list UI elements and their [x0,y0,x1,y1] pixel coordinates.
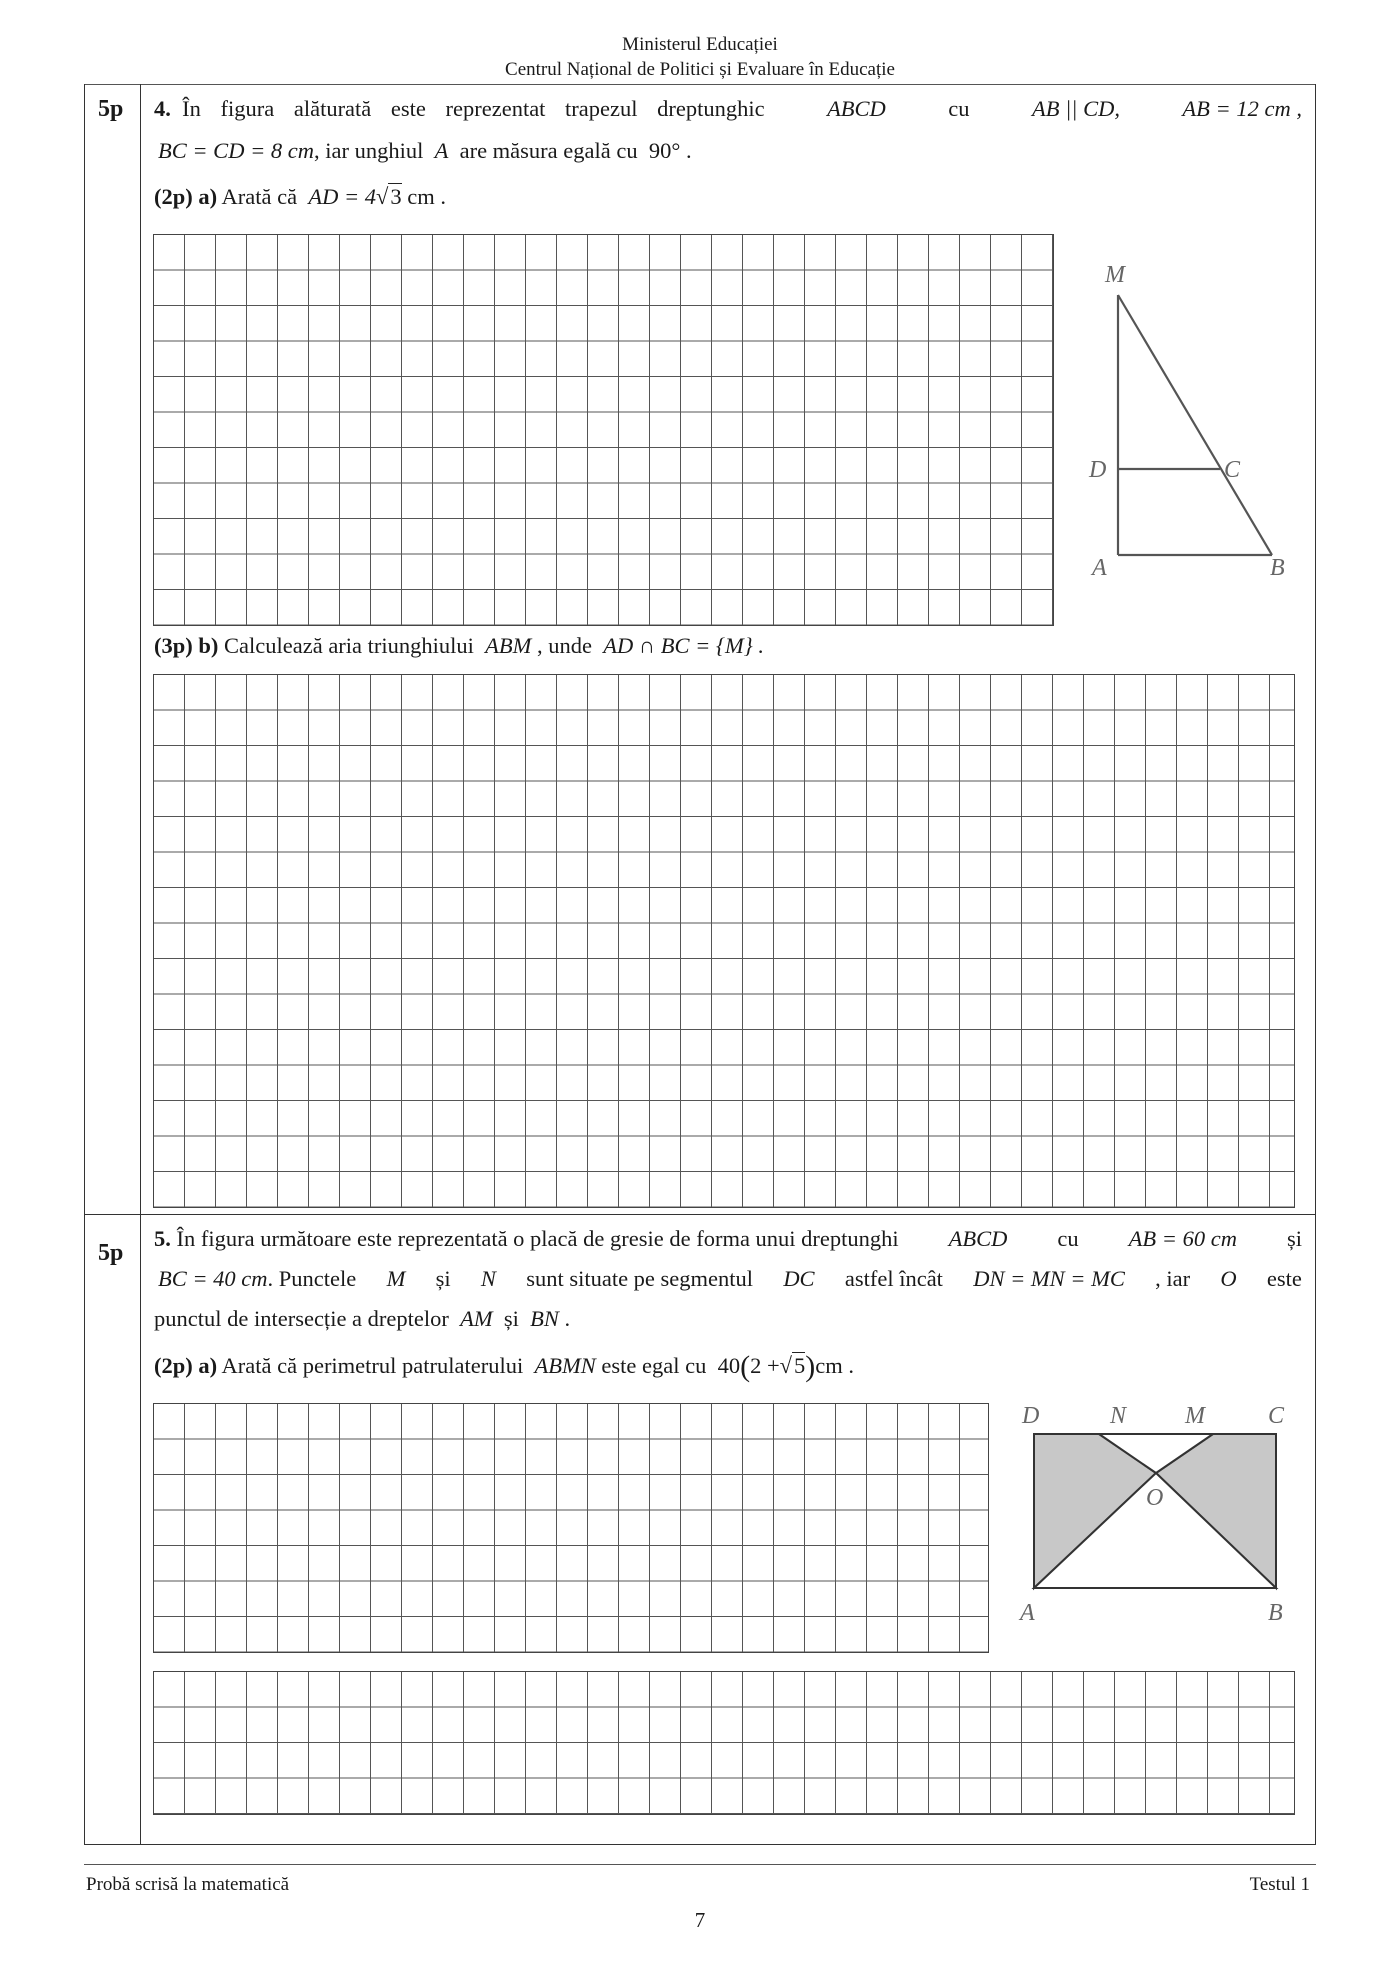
problem5-bn: BN [530,1306,559,1331]
problem4-intro: În figura alăturată este reprezentat trapezul dreptunghic [182,96,765,121]
problem5-t2: sunt situate pe segmentul [526,1266,754,1291]
problem5-statement-line2 [158,1266,1302,1292]
problem4-parallel: AB || CD, [1031,96,1120,121]
problem5-dc: DC [783,1266,815,1291]
figure5-label-a: A [1020,1600,1035,1626]
problem4-b-mid: , unde [537,633,593,658]
problem5-a-text: Arată că perimetrul patrulaterului [221,1353,524,1378]
problem4-b-text: Calculează aria triunghiului [224,633,474,658]
problem5-a-unit: cm . [815,1353,855,1378]
problem4-a-math: AD = 4 [308,184,377,209]
problem4-degrees: 90° . [648,138,692,163]
problem4-part-b [154,633,764,659]
problem4-statement-line2 [158,138,692,164]
problem5-bc: BC = 40 cm [158,1266,268,1291]
problem4-b-triangle: ABM [485,633,532,658]
problem5-l3-text: punctul de intersecție a dreptelor [154,1306,449,1331]
problem4-angle-text: , iar unghiul [313,138,424,163]
page-number: 7 [694,1908,706,1932]
problem5-t3: astfel încât [844,1266,943,1291]
problem4-b-score: (3p) [154,633,193,658]
problem4-a-unit: cm . [407,184,447,209]
problem5-si2: și [435,1266,451,1291]
figure5-label-n: N [1110,1403,1127,1429]
figure4-label-m: M [1105,262,1125,288]
figure5-label-c: C [1268,1403,1285,1429]
problem5-statement-line3 [154,1306,570,1332]
problem4-ab: AB = 12 cm , [1182,96,1302,121]
problem4-a-text: Arată că [221,184,298,209]
answer-grid-5a[interactable] [153,1403,989,1653]
footer-rule [84,1864,1316,1865]
problem5-points: 5p [98,1240,124,1266]
problem5-a-coef: 40 [717,1353,741,1378]
problem4-points: 5p [98,96,124,122]
problem-separator [84,1214,1316,1215]
tile-shapes [1034,1434,1276,1588]
header-ministry: Ministerul Educației [622,34,778,55]
problem5-rect-name: ABCD [948,1226,1008,1251]
figure5-label-d: D [1022,1403,1040,1429]
problem5-si: și [1286,1226,1302,1251]
figure5-label-b: B [1268,1600,1283,1626]
header-center: Centrul Național de Politici și Evaluare în Educație [505,59,895,80]
problem4-angle-text2: are măsura egală cu [459,138,638,163]
problem5-a-text2: este egal cu [601,1353,707,1378]
trapezoid-figure [1080,255,1300,585]
problem5-a-sqrt: 5 [794,1353,806,1378]
figure4-label-c: C [1224,457,1241,483]
figure5-label-o: O [1146,1485,1164,1511]
problem5-m: M [386,1266,406,1291]
footer-test: Testul 1 [1249,1874,1310,1895]
problem5-eq: DN = MN = MC [973,1266,1125,1291]
problem5-l3-end: . [564,1306,571,1331]
answer-grid-4b[interactable] [153,674,1295,1208]
problem4-statement-line1 [154,96,1302,122]
problem4-cu: cu [948,96,970,121]
problem5-a-two: 2 + [750,1353,780,1378]
problem4-trapezoid-name: ABCD [827,96,886,121]
problem5-statement-line1 [154,1226,1302,1252]
problem4-part-a: (2p) a) Arată că AD = 4√3 cm . [154,184,447,209]
problem4-a-score: (2p) [154,184,193,209]
points-column-separator [140,84,141,1845]
problem5-am: AM [460,1306,493,1331]
problem4-b-math: AD ∩ BC = {M} . [603,633,764,658]
problem5-t4: , iar [1155,1266,1191,1291]
problem5-a-name: ABMN [534,1353,596,1378]
problem5-a-score: (2p) [154,1353,193,1378]
problem5-cu: cu [1057,1226,1079,1251]
footer-subject: Probă scrisă la matematică [86,1874,290,1895]
problem4-a-sqrt: 3 [390,184,402,209]
problem5-number: 5. [154,1226,171,1251]
problem5-n: N [480,1266,496,1291]
problem5-o: O [1220,1266,1237,1291]
rectangle-figure [1010,1398,1310,1628]
problem4-number: 4. [154,96,171,121]
problem5-part-a: (2p) a) Arată că perimetrul patrulaterului ABMN este egal cu 40(2 +√5)cm . [154,1350,855,1383]
figure4-label-a: A [1092,555,1107,581]
problem5-t1: . Punctele [267,1266,357,1291]
problem5-t5: este [1266,1266,1302,1291]
problem4-bc-cd: BC = CD = 8 cm [158,138,314,163]
figure4-label-d: D [1089,457,1107,483]
answer-grid-5b[interactable] [153,1671,1295,1815]
problem5-ab: AB = 60 cm [1128,1226,1237,1251]
problem5-si3: și [503,1306,519,1331]
problem5-intro: În figura următoare este reprezentată o placă de gresie de forma unui dreptunghi [176,1226,899,1251]
problem4-b-label: b) [198,633,219,658]
figure5-label-m: M [1185,1403,1205,1429]
problem5-a-label: a) [198,1353,218,1378]
figure4-label-b: B [1270,555,1285,581]
problem4-a-label: a) [198,184,218,209]
problem4-angle: A [434,138,449,163]
answer-grid-4a[interactable] [153,234,1054,626]
